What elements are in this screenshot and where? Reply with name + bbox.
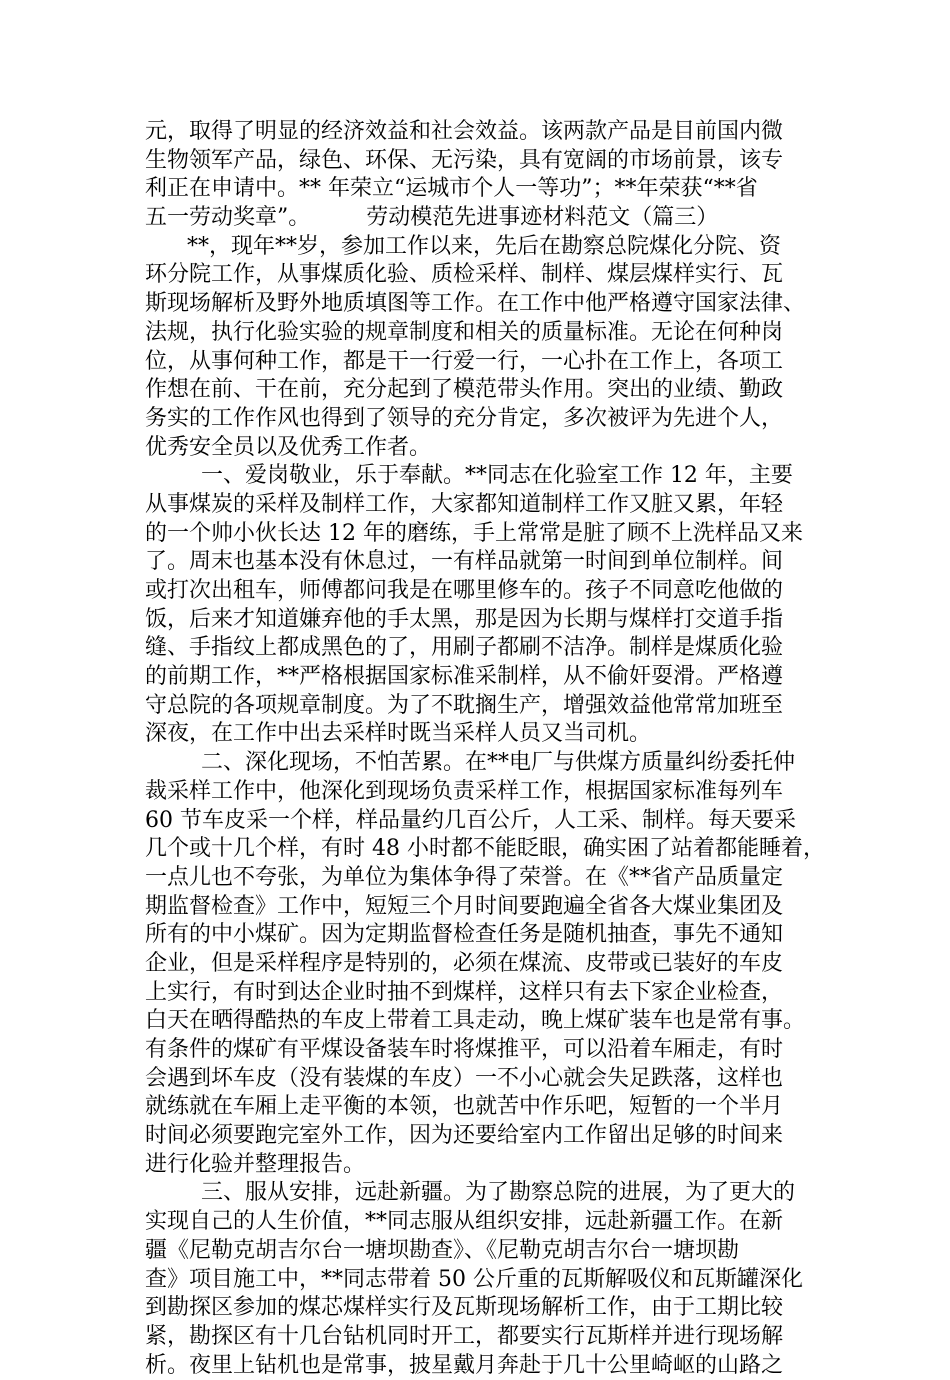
text-line: 了。周末也基本没有休息过，一有样品就第一时间到单位制样。间 xyxy=(145,549,784,575)
text-line: 作想在前、干在前，充分起到了模范带头作用。突出的业绩、勤政 xyxy=(145,377,784,403)
text-line: 上实行，有时到达企业时抽不到煤样，这样只有去下家企业检查， xyxy=(145,979,784,1005)
text-line: 二、深化现场，不怕苦累。在**电厂与供煤方质量纠纷委托仲 xyxy=(145,750,795,776)
text-line: 优秀安全员以及优秀工作者。 xyxy=(145,434,432,460)
text-line: 五一劳动奖章”。 劳动模范先进事迹材料范文（篇三） xyxy=(145,205,719,231)
text-line: 法规，执行化验实验的规章制度和相关的质量标准。无论在何种岗 xyxy=(145,319,784,345)
text-line: 就练就在车厢上走平衡的本领，也就苦中作乐吧，短暂的一个半月 xyxy=(145,1094,784,1120)
text-line: 析。夜里上钻机也是常事，披星戴月奔赴于几十公里崎岖的山路之 xyxy=(145,1352,784,1378)
text-line: 企业，但是采样程序是特别的，必须在煤流、皮带或已装好的车皮 xyxy=(145,950,784,976)
text-line: 疆《尼勒克胡吉尔台一塘坝勘查》、《尼勒克胡吉尔台一塘坝勘 xyxy=(145,1237,740,1263)
text-line: 进行化验并整理报告。 xyxy=(145,1151,366,1177)
text-line: 的前期工作，**严格根据国家标准采制样，从不偷奸耍滑。严格遵 xyxy=(145,664,784,690)
text-line: **，现年**岁，参加工作以来，先后在勘察总院煤化分院、资 xyxy=(145,233,781,259)
text-line: 裁采样工作中，他深化到现场负责采样工作，根据国家标准每列车 xyxy=(145,778,784,804)
text-line: 利正在申请中。** 年荣立“运城市个人一等功”；**年荣获“**省 xyxy=(145,176,758,202)
document-body xyxy=(145,118,825,1380)
text-line: 环分院工作，从事煤质化验、质检采样、制样、煤层煤样实行、瓦 xyxy=(145,262,784,288)
text-line: 或打次出租车，师傅都问我是在哪里修车的。孩子不同意吃他做的 xyxy=(145,578,784,603)
text-line: 务实的工作作风也得到了领导的充分肯定，多次被评为先进个人， xyxy=(145,405,784,431)
text-line: 斯现场解析及野外地质填图等工作。在工作中他严格遵守国家法律、 xyxy=(145,291,806,317)
text-line: 缝、手指纹上都成黑色的了，用刷子都刷不洁净。制样是煤质化验 xyxy=(145,635,784,661)
text-line: 元，取得了明显的经济效益和社会效益。该两款产品是目前国内微 xyxy=(145,119,784,144)
text-line: 时间必须要跑完室外工作，因为还要给室内工作留出足够的时间来 xyxy=(145,1123,784,1149)
text-line: 紧，勘探区有十几台钻机同时开工，都要实行瓦斯样并进行现场解 xyxy=(145,1323,784,1349)
text-line: 实现自己的人生价值，**同志服从组织安排，远赴新疆工作。在新 xyxy=(145,1209,784,1235)
text-line: 从事煤炭的采样及制样工作，大家都知道制样工作又脏又累，年轻 xyxy=(145,491,784,517)
text-line: 查》项目施工中，**同志带着 50 公斤重的瓦斯解吸仪和瓦斯罐深化 xyxy=(145,1266,803,1292)
text-line: 几个或十几个样，有时 48 小时都不能眨眼，确实困了站着都能睡着， xyxy=(145,836,825,862)
text-line: 深夜，在工作中出去采样时既当采样人员又当司机。 xyxy=(145,721,652,747)
text-line: 三、服从安排，远赴新疆。为了勘察总院的进展，为了更大的 xyxy=(145,1180,795,1206)
text-line: 守总院的各项规章制度。为了不耽搁生产，增强效益他常常加班至 xyxy=(145,692,784,718)
text-line: 一、爱岗敬业，乐于奉献。**同志在化验室工作 12 年，主要 xyxy=(145,463,793,489)
text-line: 期监督检查》工作中，短短三个月时间要跑遍全省各大煤业集团及 xyxy=(145,893,784,919)
text-line: 生物领军产品，绿色、环保、无污染，具有宽阔的市场前景，该专 xyxy=(145,147,784,173)
text-line: 有条件的煤矿有平煤设备装车时将煤推平，可以沿着车厢走，有时 xyxy=(145,1037,784,1062)
text-line: 一点儿也不夸张，为单位为集体争得了荣誉。在《**省产品质量定 xyxy=(145,864,784,890)
text-line: 白天在晒得酷热的车皮上带着工具走动，晚上煤矿装车也是常有事。 xyxy=(145,1008,806,1034)
text-line: 会遇到坏车皮（没有装煤的车皮）一不小心就会失足跌落，这样也 xyxy=(145,1065,784,1091)
text-line: 60 节车皮采一个样，样品量约几百公斤，人工采、制样。每天要采 xyxy=(145,807,796,833)
text-line: 到勘探区参加的煤芯煤样实行及瓦斯现场解析工作，由于工期比较 xyxy=(145,1295,784,1321)
text-line: 位，从事何种工作，都是干一行爱一行，一心扑在工作上，各项工 xyxy=(145,348,784,374)
text-line: 饭，后来才知道嫌弃他的手太黑，那是因为长期与煤样打交道手指 xyxy=(145,606,784,632)
text-line: 所有的中小煤矿。因为定期监督检查任务是随机抽查，事先不通知 xyxy=(145,922,784,948)
text-line: 的一个帅小伙长达 12 年的磨练，手上常常是脏了顾不上洗样品又来 xyxy=(145,520,803,546)
